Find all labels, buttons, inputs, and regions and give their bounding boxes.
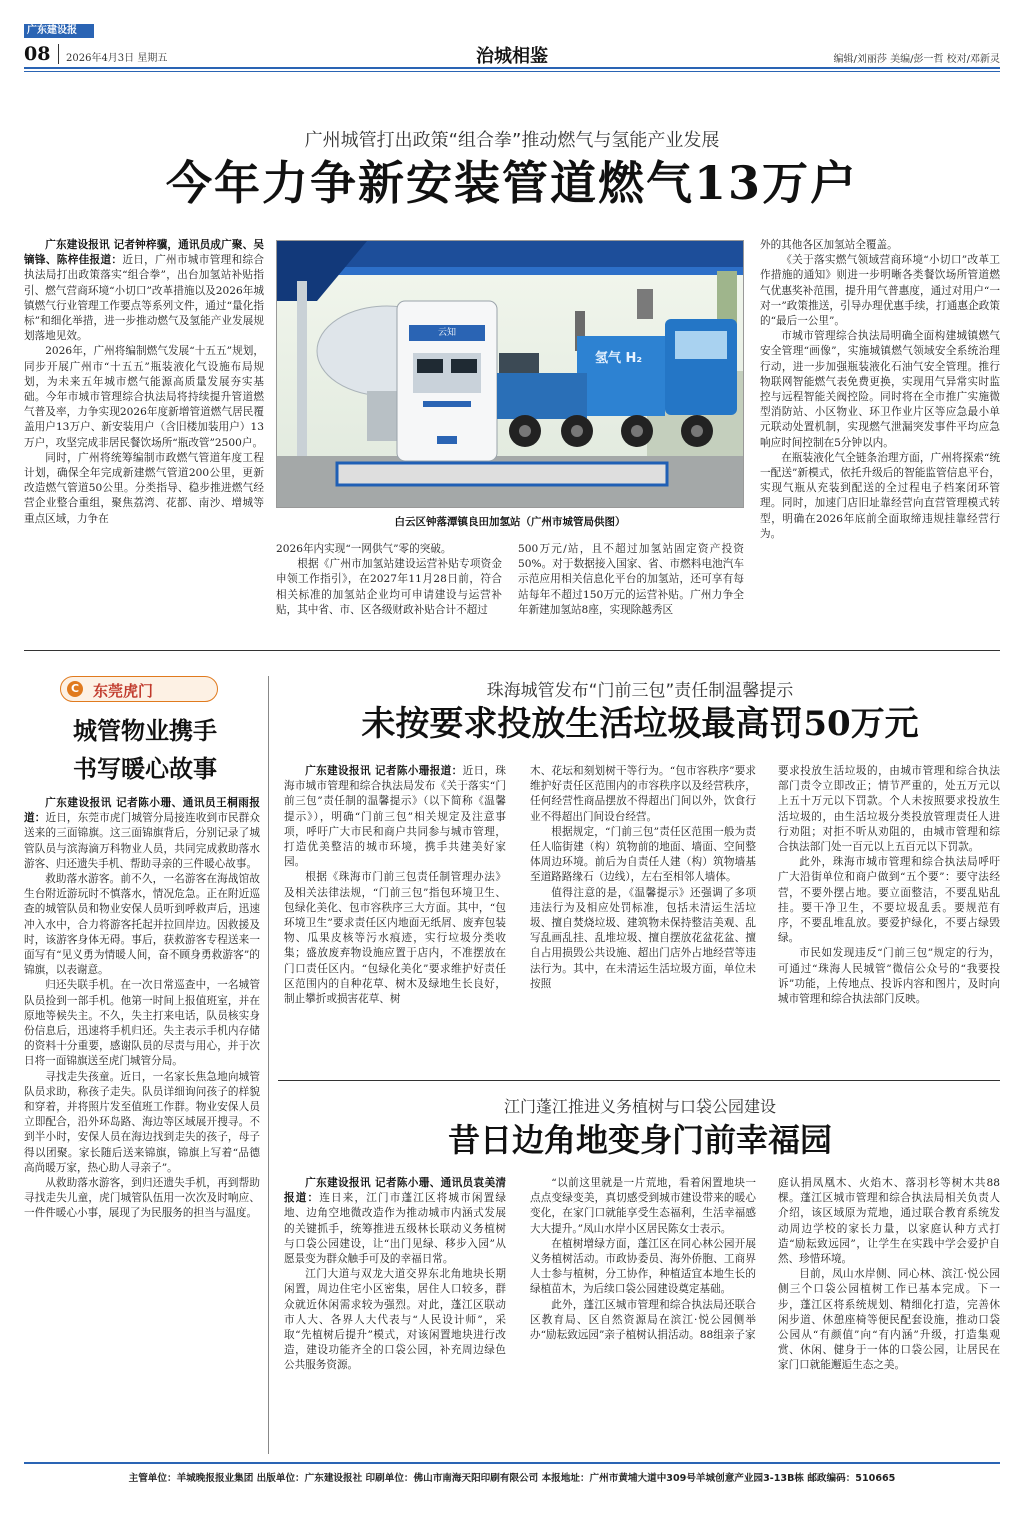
station-sign-text: 云知 — [437, 328, 456, 338]
story4-paragraph: “以前这里就是一片荒地，看着闲置地块一点点变绿变美，真切感受到城市建设带来的暖心变化，在家门口就能享受生态福利，生活幸福感大大提升。”凤山水岸小区居民陈女士表示。 — [530, 1177, 756, 1235]
story1-paragraph: 在瓶装液化气全链条治理方面，广州将探索“统一配送”新模式，依托升级后的智能监管信息平台，实现气瓶从充装到配送的全过程电子档案闭环管理。同时，加速门店旧址靠经营向直营管理模式转型，明确在2026年底前全面取缔违规挂靠经营行为。 — [760, 451, 1000, 540]
story1-column-1 — [24, 238, 264, 527]
footer-rule — [24, 1462, 1000, 1464]
issue-date: 2026年4月3日 星期五 — [66, 53, 168, 64]
story3-paragraph: 值得注意的是，《温馨提示》还强调了多项违法行为及相应处罚标准，包括未清运生活垃圾、擅自焚烧垃圾、建筑物未保持整洁美观、乱写乱画乱挂、乱堆垃圾、擅自摆放花盆花盆、擅自占用损毁公共设施、超出门店外占地经营等违法行为。其中，在未清运生活垃圾方面，单位未按照 — [530, 886, 756, 990]
story4-paragraph: 连日来，江门市蓬江区将城市闲置绿地、边角空地微改造作为推动城市内涵式发展的关键抓手，统筹推进五级林长联动义务植树与口袋公园建设，让“出门见绿、移步入园”从愿景变为群众触手可及的幸福日常。 — [284, 1192, 506, 1266]
story4-paragraph: 此外，蓬江区城市管理和综合执法局还联合区教育局、区自然资源局在滨江·悦公园侧举办“励耘致远园”亲子植树认捐活动。88组亲子家 — [530, 1298, 756, 1342]
story4-headline: 昔日边角地变身门前幸福园 — [447, 1121, 832, 1159]
masthead-divider — [58, 44, 59, 64]
story3-paragraph: 市民如发现违反“门前三包”规定的行为，可通过“珠海人民城管”微信公众号的“我要投诉”功能，上传地点、投诉内容和图片，及时向城市管理和综合执法部门反映。 — [778, 947, 1000, 1006]
masthead-rule-top — [24, 67, 1000, 69]
story1-column-3 — [518, 542, 744, 618]
story2-byline: 广东建设报讯 记者陈小珊、通讯员王桐雨报道： — [24, 797, 260, 825]
page-number: 08 — [24, 43, 51, 65]
story3-headline: 未按要求投放生活垃圾最高罚50万元 — [361, 704, 919, 744]
story3-kicker: 珠海城管发布“门前三包”责任制温馨提示 — [486, 681, 794, 701]
story4-paragraph: 江门大道与双龙大道交界东北角地块长期闲置，周边住宅小区密集，居住人口较多，群众就近休闲需求较为强烈。对此，蓬江区联动市人大、各界人大代表与“人民设计师”，采取“先植树后提升”模式，对该闲置地块进行改造，建设功能齐全的口袋公园，补充周边绿色公共服务资源。 — [284, 1268, 506, 1372]
editor-credits: 编辑/刘丽莎 美编/彭一哲 校对/邓新灵 — [833, 54, 1000, 65]
story4-kicker: 江门蓬江推进义务植树与口袋公园建设 — [503, 1097, 776, 1116]
story2-paragraph: 寻找走失孩童。近日，一名家长焦急地向城管队员求助，称孩子走失。队员详细询问孩子的样貌和穿着，并将照片发至值班工作群。物业安保人员立即配合，沿外环岛路、海边等区域展开搜寻。不到半小时，安保人员在海边找到走失的孩子，母子得以团聚。家长随后送来锦旗，锦旗上写着“品德高尚暖万家，热心助人寻亲子”。 — [24, 1070, 260, 1174]
hydrogen-station-photo — [277, 241, 744, 508]
footer-imprint: 主管单位：羊城晚报报业集团 出版单位：广东建设报社 印刷单位：佛山市南海天阳印刷有限公司 本报地址：广州市黄埔大道中309号羊城创意产业园3-13B栋 邮政编码：510665 — [128, 1473, 896, 1484]
story2-paragraph: 救助落水游客。前不久，一名游客在海战馆故生台附近游玩时不慎落水，情况危急。正在附近巡查的城管队员和物业安保人员听到呼救声后，迅速冲入水中，合力将游客托起并拉回岸边。因救援及时，该游客身体无碍。事后，获救游客专程送来一面写有“见义勇为情暖人间，奋不顾身勇救游客”的锦旗，以表谢意。 — [24, 873, 260, 977]
story3-paragraph: 根据规定，“门前三包”责任区范围一般为责任人临街建（构）筑物前的地面、墙面、空间整体周边环境。前后为自责任人建（构）筑物墙基至道路路缘石（边线），左右至相邻人墙体。 — [530, 825, 756, 884]
story1-paragraph: 同时，广州将统筹编制市政燃气管道年度工程计划，确保全年完成新建燃气管道200公里，更新改造燃气管道50公里。分类指导、稳步推进燃气经营企业整合重组，聚焦荔湾、花都、南沙、增城等重点区域，力争在 — [24, 451, 264, 525]
story2-tag-label: 东莞虎门 — [93, 682, 154, 700]
story2-divider — [268, 676, 269, 1454]
story2-paragraph: 从救助落水游客，到归还遗失手机，再到帮助寻找走失儿童，虎门城管队伍用一次次及时响应、一件件暖心小事，展现了为民服务的担当与温度。 — [24, 1177, 260, 1220]
story2-tag — [60, 676, 218, 702]
story3-column-3 — [778, 764, 1000, 1007]
story1-byline: 广东建设报讯 记者钟梓骥，通讯员成广聚、吴镝锋、陈梓佳报道： — [24, 239, 264, 267]
story4-paragraph: 目前，凤山水岸侧、同心林、滨江·悦公园侧三个口袋公园植树工作已基本完成。下一步，蓬江区将系统规划、精细化打造，完善休闲步道、休憩座椅等便民配套设施，推动口袋公园从“有颜值”向“有内涵”升级，打造集观赏、休闲、健身于一体的口袋公园，让居民在家门口就能邂逅生态之美。 — [778, 1268, 1000, 1372]
truck-hydrogen-label: 氢气 H₂ — [595, 351, 643, 366]
story1-paragraph: 2026年，广州将编制燃气发展“十五五”规划，同步开展广州市“十五五”瓶装液化气设施布局规划，为未来五年城市燃气能源高质量发展夯实基础。今年市城市管理综合执法局将持续提升管道燃气普及率，力争实现2026年度新增管道燃气居民覆盖用户13万户、新安装用户（含旧楼加装用户）13万户，攻坚完成非居民餐饮场所“瓶改管”2500户。 — [24, 345, 264, 449]
story2-headline-line2: 书写暖心故事 — [73, 754, 217, 783]
story2-headline-line1: 城管物业携手 — [73, 716, 217, 745]
story1-column-2 — [276, 542, 502, 618]
story1-photo — [276, 240, 744, 508]
story2-paragraph: 归还失联手机。在一次日常巡查中，一名城管队员捡到一部手机。他第一时间上报值班室，并在原地等候失主。不久，失主打来电话，队员核实身份信息后，迅速将手机归还。失主表示手机内存储的资料十分重要，感谢队员的尽责与用心，并于次日将一面锦旗送至虎门城管分局。 — [24, 979, 260, 1068]
story1-photo-caption: 白云区钟落潭镇良田加氢站（广州市城管局供图） — [394, 516, 626, 528]
story1-kicker: 广州城管打出政策“组合拳”推动燃气与氢能产业发展 — [304, 130, 720, 151]
section-title: 治城相鉴 — [476, 46, 548, 67]
story3-paragraph: 近日，珠海市城市管理和综合执法局发布《关于落实“门前三包”责任制的温馨提示》（以下简称《温馨提示》），明确“门前三包”相关规定及注意事项，呼吁广大市民和商户共同参与城市管理，打造优美整洁的城市环境，携手共建美好家园。 — [284, 765, 507, 869]
story3-column-1 — [284, 764, 506, 1007]
story4-paragraph: 在植树增绿方面，蓬江区在同心林公园开展义务植树活动。市政协委员、海外侨胞、工商界人士参与植树，分工协作，种植适宜本地生长的绿植苗木，为后续口袋公园建设奠定基础。 — [530, 1237, 756, 1296]
story4-byline: 广东建设报讯 记者陈小珊、通讯员袁美清报道： — [284, 1177, 506, 1205]
story4-column-3 — [778, 1176, 1000, 1374]
story3-paragraph: 木、花坛和刻划树干等行为。“包市容秩序”要求维护好责任区范围内的市容秩序以及经营秩序，任何经营性商品摆放不得超出门间以外，饮食行业不得超出门间设台经营。 — [530, 765, 756, 823]
story1-paragraph: 2026年内实现“一网供气”零的突破。 — [276, 543, 452, 555]
story3-paragraph: 此外，珠海市城市管理和综合执法局呼吁广大沿街单位和商户做到“五个要”：要守法经营，不要外摆占地。要立面整洁，不要乱贴乱挂。要干净卫生，不要垃圾乱丢。要规范有序，不要乱堆乱放。要爱护绿化，不要占绿毁绿。 — [778, 856, 1000, 945]
story1-bottom-rule — [24, 650, 1000, 651]
story3-paragraph: 根据《珠海市门前三包责任制管理办法》及相关法律法规，“门前三包”指包环境卫生、包绿化美化、包市容秩序三大方面。其中，“包环境卫生”要求责任区内地面无纸屑、废弃包装物、瓜果皮核等污水痕迹，实行垃圾分类收集；盛放废弃物设施应置于店内，不准摆放在门口责任区内。“包绿化美化”要求维护好责任区范围内的自种花草、树木及绿地生长良好，制止攀折或损害花草、树 — [284, 871, 506, 1006]
story1-paragraph: 市城市管理综合执法局明确全面构建城镇燃气安全管理“画像”，实施城镇燃气领域安全系统治理行动，进一步加强瓶装液化石油气安全管理。推行物联网智能燃气表免费更换，实现用气异常实时监控与远程智能关阀控险。同时将在全市推广实施微型消防站、小区物业、环卫作业片区等应急最小单元联动处置机制，实现燃气泄漏突发事件平均应急响应时间控制在5分钟以内。 — [760, 330, 1000, 449]
story1-paragraph: 《关于落实燃气领域营商环境“小切口”改革工作措施的通知》则进一步明晰各类餐饮场所管道燃气优惠奖补范围，提升用气普惠度，通过对用户“一对一”政策推送，引导办理优惠手续，打通惠企政策的“最后一公里”。 — [760, 254, 1000, 328]
story2-body — [24, 796, 260, 1222]
story1-paragraph: 外的其他各区加氢站全覆盖。 — [760, 239, 898, 251]
story4-paragraph: 庭认捐凤凰木、火焰木、落羽杉等树木共88棵。蓬江区城市管理和综合执法局相关负责人介绍，该区域原为荒地，通过联合教育系统发动周边学校的家长力量，以家庭认种方式打造“励耘致远园”，让学生在实践中学会爱护自然、珍惜环境。 — [778, 1177, 1000, 1266]
paper-name-badge: 广东建设报 — [24, 24, 94, 38]
story1-paragraph: 近日，广州市城市管理和综合执法局打出政策落实“组合拳”，出台加氢站补贴指引、燃气营商环境“小切口”改革措施以及2026年城镇燃气行业管理工作要点等系列文件，通过“量化指标”和细化举措，进一步推动燃气及氢能产业发展规划落地见效。 — [24, 254, 265, 343]
story1-column-4 — [760, 238, 1000, 542]
story3-column-2 — [530, 764, 756, 992]
story1-paragraph: 500万元/站，且不超过加氢站固定资产投资50%。对于数据接入国家、省、市燃料电池汽车示范应用相关信息化平台的加氢站，还可享有每站每年不超过150万元的运营补贴。广州力争全年新建加氢站8座，实现除越秀区 — [518, 543, 744, 616]
story1-paragraph: 根据《广州市加氢站建设运营补贴专项资金申领工作指引》，在2027年11月28日前，符合相关标准的加氢站企业均可申请建设与运营补贴，其中省、市、区各级财政补贴合计不超过 — [276, 558, 502, 616]
story4-column-2 — [530, 1176, 756, 1343]
masthead-rule-bottom — [24, 71, 1000, 72]
story3-byline: 广东建设报讯 记者陈小珊报道： — [305, 765, 463, 777]
story3-bottom-rule — [278, 1080, 1000, 1081]
story4-column-1 — [284, 1176, 506, 1374]
story2-paragraph: 近日，东莞市虎门城管分局接连收到市民群众送来的三面锦旗。这三面锦旗背后，分别记录了城管队员与滨海滴万科物业人员，共同完成救助落水游客、归还遗失手机、帮助寻亲的三件暖心故事。 — [24, 812, 260, 870]
story1-headline: 今年力争新安装管道燃气13万户 — [165, 156, 858, 210]
tag-c-icon: C — [67, 681, 83, 697]
story3-paragraph: 要求投放生活垃圾的，由城市管理和综合执法部门责令立即改正；情节严重的，处五万元以上五十万元以下罚款。个人未按照要求投放生活垃圾的，由生活垃圾分类投放管理责任人进行劝阻；对拒不听从劝阻的，由城市管理和综合执法部门处一百元以上五百元以下罚款。 — [778, 765, 1000, 854]
